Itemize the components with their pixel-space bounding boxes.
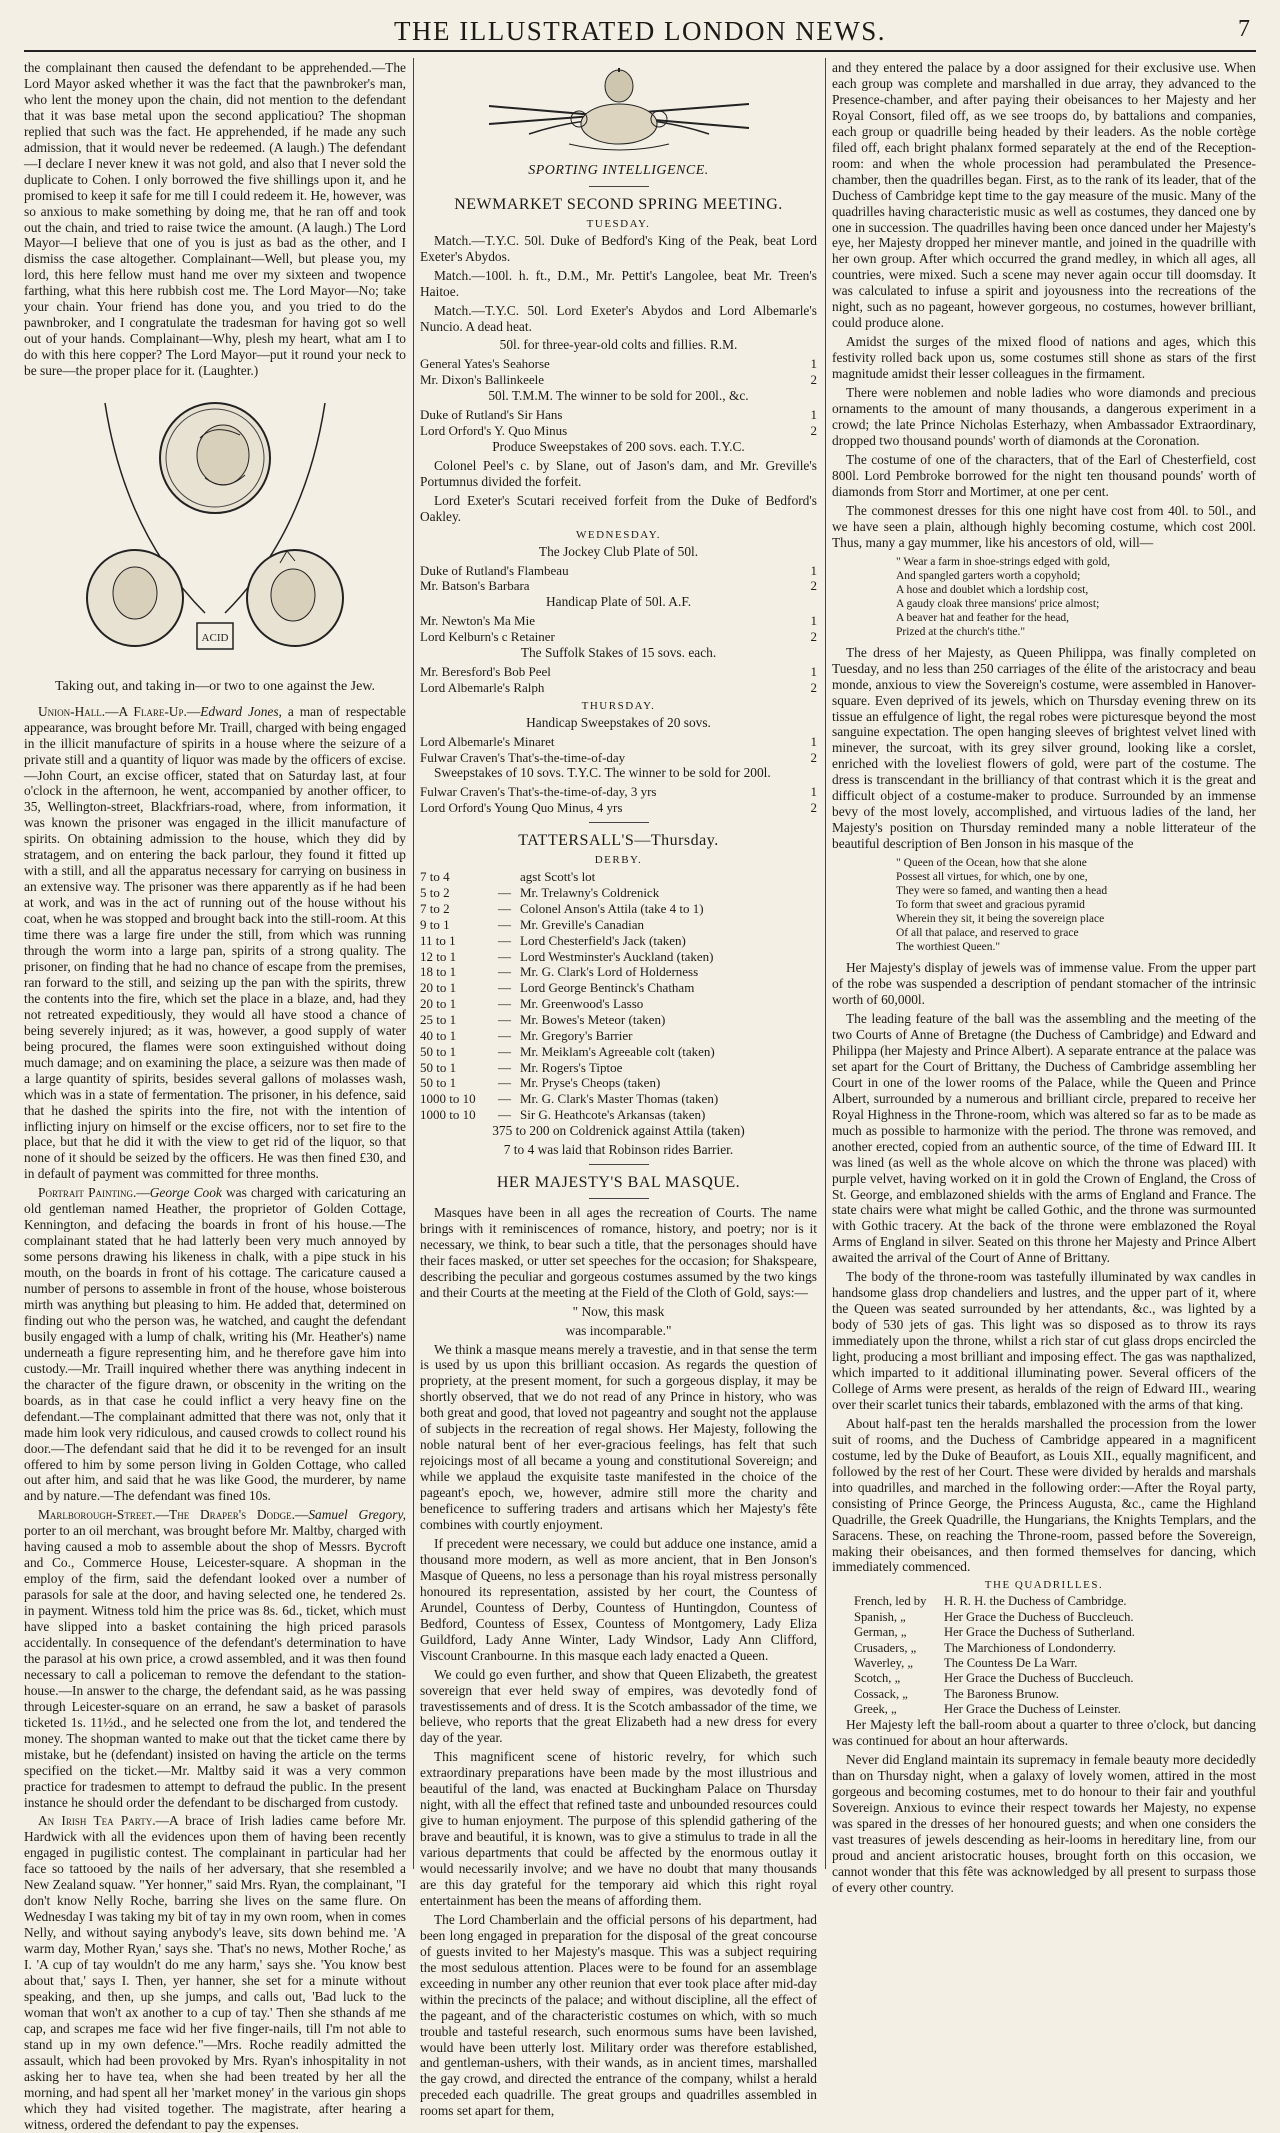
verse-line: Of all that palace, and reserved to grace: [896, 927, 1079, 940]
race-result-row: Mr. Beresford's Bob Peel 1: [420, 663, 817, 679]
article-paragraph: Never did England maintain its supremacy in female beauty more decidedly than on Thursday night, when a galaxy of lovely women, attired in the most gorgeous and becoming costumes, met to do honour to their fair and youthful Sovereign. Anxious to evince their respect towards her Majesty, no expense was spared in the dresses of her honoured guests; and when one considers the vast treasures of jewels descending as heir-looms in hereditary line, from our proud and ancient aristocratic houses, brought forth on this occasion, we cannot wonder that this fête was acknowledged by all present to surpass those of every other country.: [832, 1752, 1256, 1895]
betting-row: [420, 1060, 817, 1076]
article-paragraph: The body of the throne-room was tastefully illuminated by wax candles in handsome glass drop chandeliers and lustres, and the upper part of it, where the Queen was seated surrounded by her attendants, &c., was lighted by a body of 530 jets of gas. This light was so disposed as to throw its rays immediately upon the throne, whilst a rich star of cut glass drops encircled the light, producing a most brilliant and imposing effect. The gas was napthalized, which imparted to it additional illuminating power. Several officers of the College of Arms were present, as heralds of the reign of Edward III., wearing over their scarlet tunics their tabards, emblazoned with the arms of that king.: [832, 1269, 1256, 1412]
verse-line: Possest all virtues, for which, one by one,: [896, 871, 1088, 884]
column-rule: [413, 58, 414, 1869]
betting-horse: Colonel Anson's Attila (take 4 to 1): [520, 900, 704, 916]
race-title: 50l. T.M.M. The winner to be sold for 200l., &c.: [488, 388, 749, 404]
article-paragraph: The leading feature of the ball was the assembling and the meeting of the two Courts of Anne of Bretagne (the Duchess of Cambridge) and Edward and Philippa (her Majesty and Prince Albert). A separate entrance at the palace was set apart for the Court of Brittany, the Duchess of Cambridge assembling her Court in one of the lower rooms of the Palace, while the Queen and Prince Albert, surrounded by a numerous and brilliant circle, prepared to receive her Royal Highness in the Throne-room, which was altered so far as to be made as much as possible to harmonize with the period. The throne was removed, and another erected, copied from an authentic source, of the time of Edward III. It was lined (as well as the whole alcove on which the throne was placed) with purple velvet, having worked on it in gold the Crown of England, the Cross of St. George, and emblazoned shields with the arms of England and France. The state chairs were what might be called Gothic, and the throne was surmounted with Gothic tracery. At the back of the throne were emblazoned the Royal Arms of England in silver. Seated on this throne her Majesty and Prince Albert awaited the arrival of the Court of Anne of Brittany.: [832, 1011, 1256, 1266]
verse-line: They were so famed, and wanting then a head: [896, 885, 1108, 898]
betting-dash: —: [498, 948, 511, 964]
race-result-row: Mr. Newton's Ma Mie 1: [420, 613, 817, 629]
race-result-row: Duke of Rutland's Flambeau 1: [420, 562, 817, 578]
betting-horse: Mr. Gregory's Barrier: [520, 1027, 633, 1043]
quadrille-leader: Her Grace the Duchess of Leinster.: [944, 1702, 1121, 1716]
quadrille-leader: Her Grace the Duchess of Sutherland.: [944, 1625, 1135, 1640]
race-line: Match.—T.Y.C. 50l. Duke of Bedford's King of the Peak, beat Lord Exeter's Abydos.: [420, 232, 817, 264]
race-title: Handicap Sweepstakes of 20 sovs.: [526, 714, 711, 730]
article-paragraph: Portrait Painting.—George Cook was charged with caricaturing an old gentleman named Heather, the proprietor of Golden Cottage, Kennington, and defacing the boards in front of his house.—The complainant stated that he had latterly been very much annoyed by some persons drawing his likeness in chalk, with a pipe stuck in his mouth, on the boards in front of his cottage. The caricature caused a number of persons to assemble in front of the house, whose boisterous mirth was anything but pleasing to him. He added that, determined on finding out who the person was, he watched, and caught the defendant busily engaged with a lump of chalk, writing his (Mr. Heather's) name underneath a figure representing him, and he therefore gave him into custody.—Mr. Traill inquired whether there was anything indecent in the character of the figure drawn, or obscenity in the writing on the boards, as in that case he could inflict a very heavy fine on the defendant.—The complainant admitted that there was not, only that it made him look very ridiculous, and caused crowds to collect round his door.—The defendant said that he did it to be revenged for an insult offered to him by some person living in Golden Cottage, who called out after him, and said that he was like Good, the murderer, by name and by nature.—The defendant was fined 10s.: [24, 1185, 406, 1504]
page-number: 7: [1238, 16, 1250, 42]
article-title: HER MAJESTY'S BAL MASQUE.: [496, 1173, 741, 1191]
article-paragraph: There were noblemen and noble ladies who wore diamonds and precious ornaments to the amount of many thousands, a dangerous experiment in a crowd; the late Prince Nicholas Esterhazy, when Ambassador Extraordinary, dropped two thousand pounds' worth of diamonds at the Coronation.: [832, 385, 1256, 448]
medallion-engraving: [65, 383, 365, 673]
illustration-caption: Taking out, and taking in—or two to one against the Jew.: [54, 679, 376, 695]
betting-dash: —: [498, 885, 511, 901]
article-paragraph: and they entered the palace by a door assigned for their exclusive use. When each group was complete and marshalled in due array, they advanced to the Presence-chamber, and after paying their obeisances to her Majesty and her Royal Consort, filed off, as we see troops do, by battalions and companies, each group or quadrille being headed by their leaders. As the noble cortège filed off, each bright phalanx formed separately at the end of the Reception-room: and when the whole procession had perambulated the Presence-chamber, then the quadrilles began. First, as to the rank of its leader, that of the Duchess of Cambridge kept time to the gay measure of the music. Many of the quadrilles having characteristic music as well as costumes, they danced one by one in succession. The quadrilles having been once danced under her Majesty's eye, her Majesty dropped her minever mantle, and joined in the quadrille with her own group. After which occurred the grand medley, in which all ages, all countries, were mixed. Such a scene may never again occur till doomsday. It was calculated to infuse a spirit and joyousness into the recreations of the night, such as no pageant, however gorgeous, no costumes, however brilliant, could produce alone.: [832, 60, 1256, 331]
quadrille-row: [832, 1671, 1256, 1686]
verse-line: A hose and doublet which a lordship cost,: [896, 583, 1089, 596]
betting-horse: Mr. Greville's Canadian: [520, 916, 645, 932]
betting-horse: Mr. Pryse's Cheops (taken): [520, 1075, 661, 1091]
quadrille-name: Waverley, „: [854, 1655, 914, 1670]
quadrille-leader: Her Grace the Duchess of Buccleuch.: [944, 1671, 1134, 1686]
betting-row: [420, 869, 817, 885]
betting-row: [420, 1012, 817, 1028]
quadrilles-list: [832, 1594, 1256, 1717]
race-result-row: Lord Kelburn's c Retainer 2: [420, 629, 817, 645]
verse-line: The worthiest Queen.": [896, 941, 1001, 954]
verse-line: And spangled garters worth a copyhold;: [896, 569, 1081, 582]
betting-row: [420, 885, 817, 901]
betting-dash: —: [498, 996, 511, 1012]
medallion-tag: ACID: [201, 632, 229, 645]
quadrille-name: French, led by: [854, 1594, 927, 1609]
quadrille-row: [832, 1687, 1256, 1702]
newspaper-title: THE ILLUSTRATED LONDON NEWS.: [394, 16, 886, 46]
quadrille-leader: The Baroness Brunow.: [944, 1686, 1059, 1701]
race-result-row: Fulwar Craven's That's-the-time-of-day, 3 yrs 1: [420, 784, 817, 800]
betting-horse: Lord Chesterfield's Jack (taken): [520, 932, 686, 948]
betting-odds: 11 to 1: [420, 932, 456, 948]
verse-quotation: [896, 856, 1256, 954]
race-result-row: Lord Orford's Young Quo Minus, 4 yrs 2: [420, 800, 817, 816]
betting-row: [420, 996, 817, 1012]
betting-dash: —: [498, 1075, 511, 1091]
betting-odds: 25 to 1: [420, 1011, 457, 1027]
quadrille-name: Greek, „: [854, 1702, 897, 1716]
quadrille-name: German, „: [854, 1625, 907, 1640]
article-paragraph: An Irish Tea Party.—A brace of Irish ladies came before Mr. Hardwick with all the evidences upon them of having been recently engaged in pugilistic contest. The complainant in particular had her face so tattooed by the nails of her adversary, that she resembled a New Zealand squaw. "Yer honner," said Mrs. Ryan, the complainant, "I don't know Nelly Roche, barring she lives on the same flure. On Wednesday I was taking my bit of tay in my own room, when in comes Nelly, and without saying anybody's leave, sits down behind me. 'A warm day, Mother Ryan,' says she. 'That's no news, Mother Roche,' as I. 'A cup of tay wouldn't do me any harm,' says she. 'You know best about that,' says I. Then, yer hanner, she set for a minute without speaking, and then, up she jumps, and calls out, 'Bad luck to the woman that won't ax another to a cup of tay.' Then she sthands af me cap, and scrapes me face wid her five finger-nails, till I'm not able to stand up in my own defence."—Mrs. Roche readily admitted the assault, which had been provoked by Mrs. Ryan's inhospitality in not asking her to have tea, when she had been treated by her all the morning, and had spent all her 'market money' in the various gin shops which they had visited together. The magistrate, after hearing a witness, ordered the defendant to pay the expenses.: [24, 1813, 406, 2132]
betting-horse: Mr. Meiklam's Agreeable colt (taken): [520, 1043, 715, 1059]
quadrille-name: Scotch, „: [854, 1671, 901, 1686]
betting-odds: 9 to 1: [420, 916, 450, 932]
betting-odds: 50 to 1: [420, 1075, 457, 1091]
article-paragraph: Her Majesty left the ball-room about a quarter to three o'clock, but dancing was continued for about an hour afterwards.: [832, 1717, 1256, 1749]
quadrille-name: Crusaders, „: [854, 1640, 917, 1655]
race-title: 50l. for three-year-old colts and fillies. R.M.: [499, 337, 738, 353]
betting-dash: —: [498, 980, 511, 996]
trophy-engraving: [469, 64, 769, 159]
article-paragraph: The commonest dresses for this one night have cost from 40l. to 50l., and we have seen a plain, although highly becoming costume, which cost 200l. Thus, many a gay mummer, like his ancestors of old, will—: [832, 502, 1256, 550]
betting-row: [420, 1075, 817, 1091]
verse-line: A beaver hat and feather for the head,: [896, 611, 1070, 624]
betting-row: [420, 1107, 817, 1123]
betting-odds: 40 to 1: [420, 1027, 457, 1043]
betting-odds: 18 to 1: [420, 964, 457, 980]
article-paragraph: Union-Hall.—A Flare-Up.—Edward Jones, a man of respectable appearance, was brought before Mr. Traill, charged with being engaged in the illicit manufacture of spirits in a house where the seizure of a private still and a quantity of liquor was made by the officers of excise.—John Court, an excise officer, stated that on Saturday last, at four o'clock in the afternoon, he went, accompanied by another officer, to 35, Wellington-street, Blackfriars-road, where, from information, it was known the prisoner was engaged in the illicit manufacture of spirits. On obtaining admission to the house, which they did by stratagem, and on entering the back parlour, they found it fitted up with a still, and all the apparatus necessary for carrying on business in an extensive way. The prisoner was there apparently as if he had been at work, and was in the act of running out of the house without his coat, when he was stopped and brought back into the still-room. At this time there was a large fire under the still, from which was running through the worm into a large pan, spirits of a strong quality. The prisoner, on finding that he had no chance of escape from the premises, ran forward to the still, and seizing up the pan with the spirits, threw the contents into the fire, which set the place in a blaze, and, had they not retreated expeditiously, they would all have stood a chance of being severely injured; as it was, however, a good supply of water being procured, the flames were soon extinguished without doing much damage; and on examining the place, a seizure was then made of a large quantity of spirits, besides several gallons of molasses wash, which was in a state of fermentation. The prisoner, in his defence, said that he dashed the spirits into the fire, not with the intention of inflicting injury on himself or the excise officers, nor to set fire to the place, but that he did it with the view to get rid of the liquor, so that none of it should be seized by the officers. He was then fined £30, and in default of payment was committed for three months.: [24, 703, 407, 1182]
day-heading: THURSDAY.: [581, 699, 656, 712]
article-paragraph: This magnificent scene of historic revelry, for which such extraordinary preparations have been made by the most illustrious and beautiful of the land, was enacted at Buckingham Palace on Thursday night, with all the effect that refined taste and unbounded resources could give to human enjoyment. The purpose of this splendid gathering of the brave and beautiful, it is known, was to give a stimulus to trade in all the various departments that could be affected by the enormous outlay it would necessarily involve; and we have no doubt that many thousands are this day grateful for the temporary aid which this right royal entertainment has been the means of affording them.: [420, 1749, 817, 1908]
race-line: Lord Exeter's Scutari received forfeit from the Duke of Bedford's Oakley.: [420, 492, 817, 524]
article-paragraph: If precedent were necessary, we could but adduce one instance, amid a thousand more modern, as well as more ancient, that in Ben Jonson's Masque of Queens, no less a personage than his royal mistress personally honoured its representation, assisted by her court, the Countess of Arundel, Countess of Derby, Countess of Huntingdon, Countess of Bedford, Countess of Essex, Countess of Montgomery, Lady Eliza Guildford, Lady Anne Winter, Lady Windsor, Lady Ann Clifford, Viscount Cranbourne. In this masque each lady enacted a Queen.: [420, 1535, 817, 1663]
column-right: [832, 60, 1256, 1895]
article-paragraph: Her Majesty's display of jewels was of immense value. From the upper part of the robe was suspended a description of pendant stomacher of the intrinsic worth of 60,000l.: [832, 960, 1256, 1008]
race-line: Sweepstakes of 10 sovs. T.Y.C. The winner to be sold for 200l.: [434, 765, 771, 781]
column-left: [24, 60, 407, 2132]
betting-horse: Mr. Trelawny's Coldrenick: [520, 885, 660, 901]
article-paragraph: the complainant then caused the defendant to be apprehended.—The Lord Mayor asked whether it was the fact that the pawnbroker's man, who lent the money upon the chain, did not mention to the defendant that it was base metal upon the second applicatiou? The shopman replied that such was the fact. He apprehended, if he made any such admission, that it would never be redeemed. (A laugh.) The defendant—I declare I never knew it was not gold, and also that I never sold the duplicate to Cohen. I only borrowed the five shillings upon it, and he promised to keep it safe for me till I could redeem it. He, however, was so anxious to make something by doing me, that he ran off and took out the chain, and tried to raise twice the amount. (A laugh.) The Lord Mayor—I believe that one of you is just as bad as the other, and I dismiss the case altogether. Complainant—Well, but please you, my lord, this here fellow must hand me over my sixteen and twopence farthing, what this here rubbish cost me. The Lord Mayor—No; take your chain. Your friend has done you, and you tried to do the pawnbroker, and I congratulate the tradesman for having got so well out of your hands. Complainant—Why, plesh my heart, what am I to do with this here copper? The Lord Mayor—put it round your neck to be sure—the proper place for it. (Laughter.): [24, 60, 406, 379]
betting-list: [420, 869, 817, 1123]
verse-quotation: [896, 555, 1256, 639]
race-title: Produce Sweepstakes of 200 sovs. each. T.Y.C.: [492, 438, 745, 454]
betting-odds: 1000 to 10: [420, 1091, 476, 1107]
article-paragraph: The dress of her Majesty, as Queen Philippa, was finally completed on Tuesday, and no less than 250 carriages of the élite of the aristocracy and beau monde, anxious to view the Sovereign's costume, were assembled in Hanover-square. Even deprived of its jewels, which on Thursday evening threw on its tissue an effulgence of light, the regal robes were picturesque beyond the most sanguine expectation. The open hanging sleeves of brightest velvet lined with minever, the surcoat, with its grey silver ground, looking like a corslet, enriched with the loveliest flowers of gold, were part of the costume. The dress is transcendant in the brilliancy of that contrast which it is the great and difficult object of a costume-maker to produce. Surrounded by an immense bevy of the most lovely, accomplished, and virtuous ladies of the land, her Majesty's position on Thursday reminded many a noble litterateur of the beautiful description of Ben Jonson in his masque of the: [832, 644, 1256, 852]
race-result-row: Fulwar Craven's That's-the-time-of-day 2: [420, 749, 817, 765]
race-result-row: General Yates's Seahorse 1: [420, 356, 817, 372]
sporting-title: SPORTING INTELLIGENCE.: [528, 163, 709, 178]
betting-row: [420, 933, 817, 949]
day-heading: TUESDAY.: [586, 217, 651, 230]
race-result-row: Lord Albemarle's Ralph 2: [420, 679, 817, 695]
bet-note: 7 to 4 was laid that Robinson rides Barrier.: [503, 1141, 734, 1157]
article-paragraph: About half-past ten the heralds marshalled the procession from the lower suit of rooms, and the Duchess of Cambridge appeared in a magnificent costume, led by the Duke of Beaufort, as Louis XII., equally magnificent, and followed by the rest of her Court. These were divided by heralds and marshals into quadrilles, and marched in the following order:—After the Royal party, consisting of Prince George, the Princess Augusta, &c., came the Highland Quadrille, the Greek Quadrille, the Hungarians, the Knights Templars, and the Saracens. These, on reaching the Throne-room, passed before the Sovereign, making their obeisances, and then formed themselves for dancing, which immediately commenced.: [832, 1415, 1256, 1575]
betting-odds: 7 to 4: [420, 869, 450, 885]
betting-odds: 5 to 2: [420, 885, 450, 901]
betting-row: [420, 1028, 817, 1044]
quadrille-leader: The Marchioness of Londonderry.: [944, 1640, 1116, 1655]
betting-row: [420, 1091, 817, 1107]
betting-row: [420, 901, 817, 917]
article-paragraph: Amidst the surges of the mixed flood of nations and ages, which this festivity rolled back upon us, some costumes still shone as stars of the first magnitude amidst their lesser colleagues in the firmament.: [832, 334, 1256, 382]
article-paragraph: We could go even further, and show that Queen Elizabeth, the greatest sovereign that ever held sway of empires, was devotedly fond of travestissements and of dress. It is the Scotch ambassador of the time, we believe, who reports that the great Elizabeth had a new dress for every day of the year.: [420, 1666, 817, 1746]
race-result-row: Lord Albemarle's Minaret 1: [420, 733, 817, 749]
betting-dash: [498, 869, 520, 885]
tattersall-title: TATTERSALL'S—Thursday.: [518, 832, 719, 850]
quadrille-name: Spanish, „: [854, 1609, 906, 1624]
betting-dash: —: [498, 1027, 511, 1043]
betting-horse: Lord Westminster's Auckland (taken): [520, 948, 714, 964]
betting-odds: 1000 to 10: [420, 1107, 476, 1123]
quadrille-name: Cossack, „: [854, 1686, 908, 1701]
race-line: Match.—100l. h. ft., D.M., Mr. Pettit's Langolee, beat Mr. Treen's Haitoe.: [420, 267, 817, 299]
quadrille-leader: H. R. H. the Duchess of Cambridge.: [944, 1594, 1127, 1609]
betting-odds: 12 to 1: [420, 948, 457, 964]
betting-odds: 7 to 2: [420, 900, 450, 916]
race-result-row: Duke of Rutland's Sir Hans 1: [420, 407, 817, 423]
quadrille-row: [832, 1656, 1256, 1671]
article-paragraph: Marlborough-Street.—The Draper's Dodge.—Samuel Gregory, porter to an oil merchant, was brought before Mr. Maltby, charged with having caused a mob to assemble about the shop of Messrs. Bycroft and Co., Commerce House, Leicester-square. A shopman in the employ of the firm, said the defendant looked over a number of parasols for sale at the door, and having selected one, he tendered 2s. in payment. Witness told him the price was 8s. 6d., ticket, which must have slipped into a basket containing the high priced parasols accidentally. In consequence of the defendant's determination to have the parasol at his own price, a crowd assembled, and it was then found necessary to call a policeman to remove the defendant to the station-house.—In answer to the charge, the defendant said, as he was passing through Leicester-square on an errand, he saw a basket of parasols ticketed 1s. 11½d., and he selected one from the lot, and tendered the money. The shopman wanted to make out that the ticket came there by mistake, but he (defendant) insisted on having the article on the terms specified on the ticket.—Mr. Maltby said it was a very common practice for tradesmen to attempt to defraud the public. In the present instance he should order the defendant to be discharged from custody.: [24, 1507, 407, 1810]
quotation: " Now, this mask: [572, 1303, 665, 1319]
race-title: Handicap Plate of 50l. A.F.: [545, 594, 692, 610]
betting-row: [420, 949, 817, 965]
verse-line: Wherein they sit, it being the sovereign place: [896, 913, 1105, 926]
race-line: Match.—T.Y.C. 50l. Lord Exeter's Abydos and Lord Albemarle's Nuncio. A dead heat.: [420, 302, 817, 334]
quadrille-leader: The Countess De La Warr.: [944, 1655, 1078, 1670]
betting-dash: —: [498, 1107, 511, 1123]
race-result-row: Mr. Dixon's Ballinkeele 2: [420, 372, 817, 388]
quadrilles-heading: THE QUADRILLES.: [984, 1579, 1104, 1592]
betting-odds: 50 to 1: [420, 1059, 457, 1075]
betting-horse: Mr. Greenwood's Lasso: [520, 996, 644, 1012]
betting-horse: Mr. Rogers's Tiptoe: [520, 1059, 623, 1075]
betting-horse: Mr. G. Clark's Master Thomas (taken): [520, 1091, 719, 1107]
betting-odds: 50 to 1: [420, 1043, 457, 1059]
betting-row: [420, 1044, 817, 1060]
betting-row: [420, 980, 817, 996]
quadrille-row: [832, 1641, 1256, 1656]
column-rule: [825, 58, 826, 1869]
sporting-trophy-illustration: [420, 64, 817, 159]
article-paragraph: We think a masque means merely a travestie, and in that sense the term is used by us upon this brilliant occasion. As regards the question of propriety, at the present moment, for such a gorgeous display, it may be shortly observed, that we do not read of any Prince in history, who was both great and good, that loved not pageantry and sought not the applause of subjects in the recreation of regal shows. Her Majesty, following the noble natural bent of her ever-gracious feelings, has felt that such rejoicings most of all became a young and constitutional Sovereign; and while we applaud the exquisite taste manifested in the choice of the pageant's epoch, we, however, admire still more the charity and beneficence to suffering traders and artisans which her Majesty's fête combines with courtly enjoyment.: [420, 1341, 817, 1533]
quadrille-row: [832, 1625, 1256, 1640]
masthead: [24, 14, 1256, 52]
race-line: Colonel Peel's c. by Slane, out of Jason's dam, and Mr. Greville's Portumnus divided the forfeit.: [420, 457, 817, 489]
quadrille-leader: Her Grace the Duchess of Buccleuch.: [944, 1609, 1134, 1624]
betting-dash: —: [498, 1011, 511, 1027]
article-paragraph: Masques have been in all ages the recreation of Courts. The name brings with it reminiscences of romance, history, and poetry; nor is it necessary, we think, to bear such a title, that the personages should have their faces masked, or utter set speeches for the occasion; for Shakspeare, describing the peculiar and gorgeous costumes assumed by the two kings and their Courts at the meeting at the Field of the Cloth of Gold, says:—: [420, 1204, 817, 1300]
race-title: The Suffolk Stakes of 15 sovs. each.: [520, 645, 717, 661]
betting-dash: —: [498, 1091, 511, 1107]
betting-odds: 20 to 1: [420, 996, 457, 1012]
betting-horse: Mr. Bowes's Meteor (taken): [520, 1011, 666, 1027]
bet-note: 375 to 200 on Coldrenick against Attila (taken): [492, 1122, 745, 1138]
betting-dash: —: [498, 916, 511, 932]
caricature-illustration: [24, 383, 406, 673]
betting-dash: —: [498, 900, 511, 916]
betting-dash: —: [498, 964, 511, 980]
verse-line: To form that sweet and gracious pyramid: [896, 899, 1085, 912]
race-result-row: Mr. Batson's Barbara 2: [420, 578, 817, 594]
betting-horse: Sir G. Heathcote's Arkansas (taken): [520, 1107, 706, 1123]
betting-row: [420, 964, 817, 980]
meeting-title: NEWMARKET SECOND SPRING MEETING.: [454, 195, 783, 213]
betting-dash: —: [498, 932, 511, 948]
verse-line: " Wear a farm in shoe-strings edged with gold,: [896, 555, 1111, 568]
betting-dash: —: [498, 1059, 511, 1075]
race-title: The Jockey Club Plate of 50l.: [538, 543, 699, 559]
day-heading: WEDNESDAY.: [576, 528, 661, 541]
quadrille-row: [832, 1594, 1256, 1609]
betting-horse: Lord George Bentinck's Chatham: [520, 980, 695, 996]
article-paragraph: The Lord Chamberlain and the official persons of his department, had been long engaged in preparation for the disposal of the great concourse of guests invited to her Majesty's masque. This was a subject requiring the most sedulous attention. Places were to be found for an assemblage exceeding in number any other reunion that ever took place after mid-day within the precincts of the palace; and without discipline, all the effect of the pageant, and of the characteristic costumes on which, with so much trouble and tasteful research, such enormous sums have been lavished, would have been utterly lost. Military order was therefore established, and gentleman-ushers, with their wands, as in ancient times, marshalled the gay crowd, and directed the entrance of the company, whilst a herald preceded each quadrille. The great groups and quadrilles assembled in rooms set apart for them,: [420, 1911, 817, 2119]
quotation: was incomparable.": [565, 1322, 672, 1338]
column-middle: [420, 60, 817, 2119]
verse-line: " Queen of the Ocean, how that she alone: [896, 857, 1087, 870]
betting-horse: agst Scott's lot: [520, 869, 596, 885]
race-result-row: Lord Orford's Y. Quo Minus 2: [420, 422, 817, 438]
quadrille-row: [832, 1610, 1256, 1625]
quadrille-row: [832, 1702, 1256, 1717]
betting-odds: 20 to 1: [420, 980, 457, 996]
verse-line: A gaudy cloak three mansions' price almost;: [896, 597, 1100, 610]
race-heading: DERBY.: [594, 854, 643, 867]
betting-row: [420, 917, 817, 933]
verse-line: Prized at the church's tithe.": [896, 625, 1026, 638]
betting-dash: —: [498, 1043, 511, 1059]
betting-horse: Mr. G. Clark's Lord of Holderness: [520, 964, 699, 980]
article-paragraph: The costume of one of the characters, that of the Earl of Chesterfield, cost 800l. Lord Pembroke borrowed for the night ten thousand pounds' worth of diamonds from Storr and Mortimer, at one per cent.: [832, 451, 1256, 499]
